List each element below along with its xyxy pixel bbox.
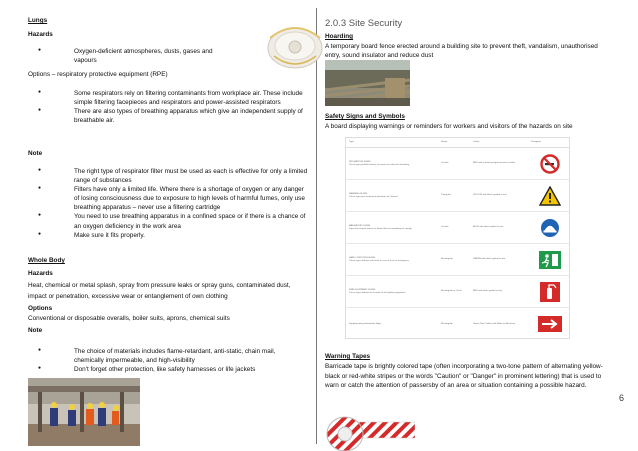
sign-colour: GREEN with white symbol or text xyxy=(473,258,506,261)
sign-colour: RED with a white background and a red bar xyxy=(473,162,516,165)
note-item: ● The choice of materials includes flame-retardant, anti-static, chain mail, chemically impermeable, and high-visibility xyxy=(28,347,298,365)
sign-pictogram xyxy=(531,316,569,332)
sign-pictogram xyxy=(531,251,569,269)
sign-pictogram xyxy=(531,154,569,174)
sign-type: SAFE CONDITION SIGNS These signs indicate safe route in case of a fire or emergency xyxy=(349,256,409,262)
lungs-options-text: Options – respiratory protective equipment (RPE) xyxy=(28,71,168,78)
whole-body-hazards-text: Heat, chemical or metal splash, spray from pressure leaks or spray guns, contaminated dust, impact or penetration, excessive wear or entanglement of own clothing xyxy=(28,282,291,301)
lungs-note-list xyxy=(28,167,310,240)
table-header-row xyxy=(346,138,569,148)
note-item: ● Make sure it fits properly. xyxy=(28,231,310,240)
lungs-hazard-item: ● Oxygen-deficient atmospheres, dusts, gases and vapours xyxy=(28,47,228,65)
sign-shape: Circular xyxy=(441,162,449,165)
sign-type: FIRE EQUIPMENT SIGNS These signs indicate the location of fire fighting equipment xyxy=(349,288,406,294)
sign-colour: BLUE with white symbol or text xyxy=(473,226,504,229)
sign-type: PROHIBITION SIGNS These signs prohibit actions not meant to unlock the breathing xyxy=(349,160,410,166)
fire-extinguisher-icon xyxy=(540,282,560,302)
section-title: 2.0.3 Site Security xyxy=(325,18,403,29)
whole-body-heading: Whole Body xyxy=(28,257,65,264)
signs-heading: Safety Signs and Symbols xyxy=(325,113,405,120)
fire-exit-icon xyxy=(539,251,561,269)
sign-shape: Triangular xyxy=(441,194,451,197)
lungs-note-label: Note xyxy=(28,150,43,157)
whole-body-options-label: Options xyxy=(28,305,53,312)
table-header: Pictogram xyxy=(531,141,541,144)
rpe-item: ● There are also types of breathing apparatus which give an independent supply of breathable air. xyxy=(28,107,310,125)
sign-shape: Rectangular xyxy=(441,322,453,325)
sign-shape: Circular xyxy=(441,226,449,229)
sign-shape: Rectangular or Circle xyxy=(441,290,462,293)
table-row xyxy=(346,148,569,180)
table-row xyxy=(346,276,569,308)
no-smoking-icon xyxy=(540,154,560,174)
sign-type: WARNING SIGNS These signs give warning of potential risk / hazard xyxy=(349,192,398,198)
warning-tapes-heading: Warning Tapes xyxy=(325,353,371,360)
hoarding-photo xyxy=(325,60,410,106)
warning-tape-image xyxy=(325,412,415,451)
lungs-hazard-list xyxy=(28,47,228,65)
rpe-item: ● Some respirators rely on filtering contaminants from workplace air. These include simple filtering facepieces and respirators and power-assisted respirators xyxy=(28,89,310,107)
hoarding-heading: Hoarding xyxy=(325,33,354,40)
whole-body-note-list xyxy=(28,347,298,374)
lungs-hazards-label: Hazards xyxy=(28,31,53,38)
warning-tapes-text: Barricade tape is brightly colored tape (often incorporating a two-tone pattern of alternating yellow-black or red-white stripes or the words "Caution" or "Danger" in prominent lettering) that is used to warn or catch the attention of passersby of an area or situation containing a possible hazard. xyxy=(325,363,603,390)
sign-pictogram xyxy=(531,218,569,238)
note-item: ● Filters have only a limited life. Where there is a shortage of oxygen or any danger of losing consciousness due to exposure to high levels of harmful fumes, only use breathing apparatus – never use a filtering cartridge xyxy=(28,185,310,212)
hard-hat-icon xyxy=(540,218,560,238)
table-header: Colour xyxy=(473,141,480,144)
column-divider xyxy=(316,8,317,444)
table-row xyxy=(346,212,569,244)
arrow-icon xyxy=(538,316,562,332)
sign-colour: RED with white symbol or text xyxy=(473,290,503,293)
table-row xyxy=(346,244,569,276)
lungs-heading: Lungs xyxy=(28,17,48,24)
note-item: ● You need to use breathing apparatus in a confined space or if there is a chance of an oxygen deficiency in the work area xyxy=(28,212,310,230)
page-number: 6 xyxy=(618,393,624,403)
workers-photo xyxy=(28,378,140,446)
whole-body-hazards-label: Hazards xyxy=(28,270,53,277)
sign-type: Supplementary Information Signs xyxy=(349,322,382,325)
table-row xyxy=(346,308,569,340)
sign-type: MANDATORY SIGNS Signs that require actions or duties that are mandatory to comply xyxy=(349,224,412,230)
whole-body-options-text: Conventional or disposable overalls, boiler suits, aprons, chemical suits xyxy=(28,315,230,322)
warning-triangle-icon xyxy=(539,186,561,206)
note-item: ● The right type of respirator filter must be used as each is effective for only a limited range of substances xyxy=(28,167,310,185)
safety-signs-table xyxy=(345,137,570,339)
sign-pictogram xyxy=(531,282,569,302)
rpe-list xyxy=(28,89,310,125)
table-header: Type xyxy=(349,141,354,144)
signs-text: A board displaying warnings or reminders for workers and visitors of the hazards on site xyxy=(325,123,573,130)
sign-shape: Rectangular xyxy=(441,258,453,261)
whole-body-note-label: Note xyxy=(28,327,43,334)
table-row xyxy=(346,180,569,212)
dust-mask-image xyxy=(262,20,328,70)
hoarding-text: A temporary board fence erected around a building site to prevent theft, vandalism, unauthorised entry, sound insulator and reduce dust xyxy=(325,43,598,60)
sign-colour: Green, Red, Yellow with White or Black text xyxy=(473,322,516,325)
table-header: Shape xyxy=(441,141,448,144)
sign-pictogram xyxy=(531,186,569,206)
sign-colour: YELLOW with black symbol or text xyxy=(473,194,507,197)
note-item: ● Don't forget other protection, like safety harnesses or life jackets xyxy=(28,365,298,374)
